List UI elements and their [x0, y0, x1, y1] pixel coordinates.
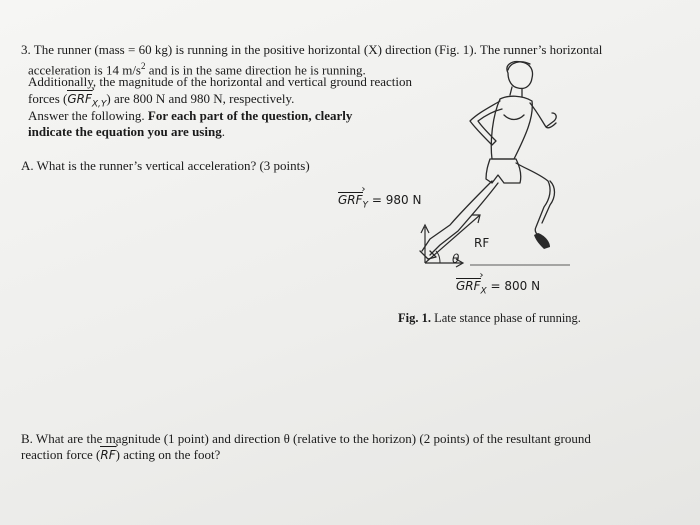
theta-label: θ	[452, 252, 460, 266]
runner-front-leg	[516, 163, 555, 245]
rf-label: RF	[474, 236, 490, 250]
part-a-question: A. What is the runner’s vertical acceleration? (3 points)	[21, 158, 310, 173]
question-line-6: indicate the equation you are using.	[28, 124, 225, 139]
runner-front-arm	[530, 103, 556, 128]
question-line-2: acceleration is 14 $m/s^2$ and is in the same direction he is running.	[28, 61, 366, 78]
grf-y-label: GRF $›_Y = 980$ N	[338, 193, 421, 210]
grf-x-label: GRF $›_X = 800$ N	[456, 279, 540, 296]
rf-symbol: RF ›	[100, 448, 115, 462]
question-line-5: Answer the following. For each part of the question, clearly	[28, 108, 353, 123]
question-line-3: Additionally, the magnitude of the horizontal and vertical ground reaction	[28, 74, 412, 89]
grf-xy-symbol: GRF $›_{X,Y}$	[67, 92, 106, 106]
question-line-4: forces (GRF $›_{X,Y}$) are 800 N and 980 N, respectively.	[28, 91, 294, 112]
part-b-question-line-1: B. What are the magnitude (1 point) and direction θ (relative to the horizon) (2 points) of the resultant ground	[21, 431, 591, 446]
figure-caption: Fig. 1. Late stance phase of running.	[398, 311, 581, 325]
part-b-question-line-2: reaction force (RF ›) acting on the foot?	[21, 447, 220, 463]
runner-figure	[400, 55, 600, 285]
runner-torso	[491, 96, 532, 159]
question-line-1: 3. The runner (mass = 60 kg) is running in the positive horizontal (X) direction (Fig. 1). The runner’s horizontal	[21, 42, 603, 57]
